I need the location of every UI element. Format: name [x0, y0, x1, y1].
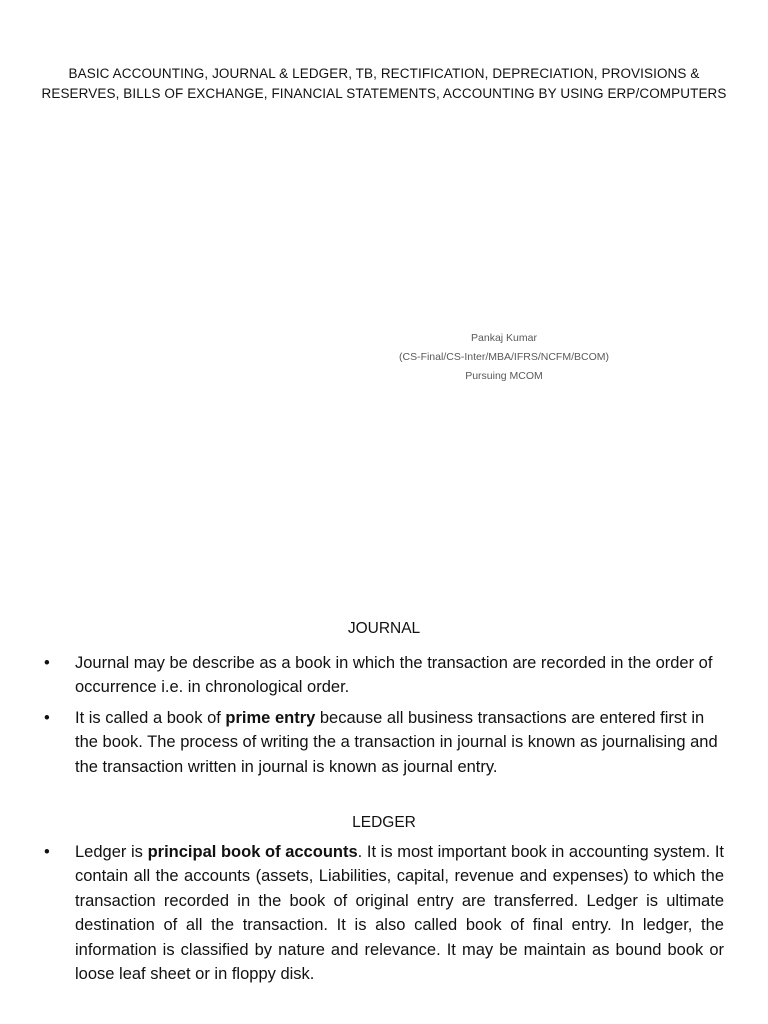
ledger-bullet-text-after: . It is most important book in accounting system. It contain all the accounts (assets, Liabilities, capital, revenue and expenses) to which the transaction recorded in the book of original entry are transferred. Ledger is ultimate destination of all the transaction. It is also called book of final entry. In ledger, the information is classified by nature and relevance. It may be maintain as bound book or loose leaf sheet or in floppy disk. — [75, 843, 724, 984]
ledger-bullet-emphasis: principal book of accounts — [147, 843, 358, 861]
journal-bullet-list — [44, 651, 724, 785]
bullet-icon: • — [44, 654, 50, 672]
author-name: Pankaj Kumar — [471, 332, 537, 344]
list-item — [44, 651, 724, 700]
bullet-icon: • — [44, 708, 50, 727]
ledger-heading: LEDGER — [352, 814, 416, 831]
ledger-bullet-text-before: Ledger is — [75, 843, 148, 861]
journal-bullet-text: Journal may be describe as a book in which the transaction are recorded in the order of occurrence i.e. in chronological order. — [75, 654, 713, 697]
bullet-icon: • — [44, 843, 50, 861]
list-item — [44, 840, 724, 986]
journal-bullet-text-before: It is called a book of — [75, 708, 226, 727]
author-status: Pursuing MCOM — [465, 370, 543, 382]
journal-heading: JOURNAL — [347, 620, 421, 637]
journal-bullet-text-after: because all business transactions are entered first in the book. The process of writing the a transaction in journal is known as journalising and the transaction written in journal is known as journal entry. — [75, 708, 718, 776]
author-block — [334, 329, 674, 386]
list-item — [44, 706, 724, 779]
journal-bullet-emphasis: prime entry — [225, 708, 316, 727]
ledger-bullet-list — [44, 840, 724, 992]
author-qualifications: (CS-Final/CS-Inter/MBA/IFRS/NCFM/BCOM) — [398, 351, 609, 363]
document-title: BASIC ACCOUNTING, JOURNAL & LEDGER, TB, RECTIFICATION, DEPRECIATION, PROVISIONS & RESERVES, BILLS OF EXCHANGE, FINANCIAL STATEMENTS, ACCOUNTING BY USING ERP/COMPUTERS — [41, 66, 727, 101]
